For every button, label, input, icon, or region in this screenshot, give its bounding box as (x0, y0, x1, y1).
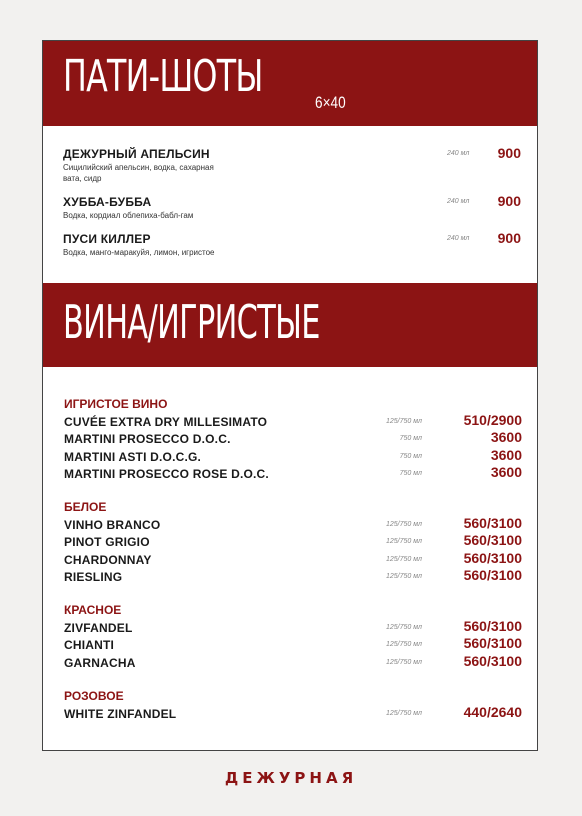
wine-volume: 750 мл (399, 470, 422, 478)
wine-price: 3600 (490, 446, 522, 463)
menu-item (63, 147, 523, 184)
list-item (64, 636, 524, 653)
wine-section-rose (64, 688, 524, 722)
wine-price: 560/3100 (463, 532, 522, 549)
party-shots-suffix: 6×40 (315, 93, 346, 112)
item-description: Водка, кордиал облепиха-бабл-гам (63, 211, 194, 220)
item-price: 900 (497, 193, 521, 209)
menu-item (63, 195, 523, 221)
wine-section-red (64, 602, 524, 671)
item-name: ПУСИ КИЛЛЕР (63, 232, 151, 246)
list-item (64, 619, 524, 636)
wine-price: 560/3100 (463, 549, 522, 566)
wine-name: CHARDONNAY (64, 552, 152, 567)
wine-price: 440/2640 (463, 704, 522, 720)
item-description: Водка, манго-маракуйя, лимон, игристое (63, 248, 215, 257)
wine-volume: 125/750 мл (386, 538, 422, 546)
party-shots-title: ПАТИ-ШОТЫ (63, 51, 263, 102)
wine-name: CUVÉE EXTRA DRY MILLESIMATO (64, 415, 268, 429)
wine-price: 560/3100 (463, 652, 522, 669)
list-item (64, 551, 524, 568)
item-volume: 240 мл (447, 198, 470, 205)
menu-card (42, 40, 538, 751)
item-volume: 240 мл (447, 235, 470, 242)
wine-volume: 125/750 мл (386, 710, 422, 717)
item-name: ХУББА-БУББА (63, 195, 152, 209)
wine-price: 3600 (490, 429, 522, 446)
list-item (64, 533, 524, 550)
wine-volume: 750 мл (399, 452, 422, 460)
wine-price: 560/3100 (463, 515, 522, 531)
item-price: 900 (497, 230, 521, 246)
list-item (64, 430, 524, 447)
brand-logo: ДЕЖУРНАЯ (224, 769, 358, 787)
wine-volume: 125/750 мл (386, 418, 422, 425)
wine-volume: 125/750 мл (386, 555, 422, 563)
section-title: КРАСНОЕ (64, 603, 122, 617)
wine-name: ZIVFANDEL (64, 621, 133, 635)
wines-title: ВИНА/ИГРИСТЫЕ (63, 295, 320, 349)
section-title: БЕЛОЕ (64, 500, 107, 514)
wine-volume: 750 мл (399, 435, 422, 443)
item-name: ДЕЖУРНЫЙ АПЕЛЬСИН (63, 147, 210, 161)
wine-name: MARTINI ASTI D.O.C.G. (64, 449, 202, 464)
wine-name: MARTINI PROSECCO ROSE D.O.C. (64, 467, 269, 482)
item-description: Сицилийский апельсин, водка, сахарная вата, сидр (63, 163, 214, 183)
wine-volume: 125/750 мл (386, 641, 422, 649)
item-price: 900 (497, 145, 521, 161)
wine-section-sparkling (64, 396, 524, 483)
wine-name: RIESLING (64, 570, 123, 585)
wine-price: 510/2900 (463, 412, 522, 428)
list-item (64, 448, 524, 465)
party-shots-header (43, 41, 537, 126)
wine-name: WHITE ZINFANDEL (64, 707, 177, 721)
wine-volume: 125/750 мл (386, 658, 422, 666)
wine-section-white (64, 499, 524, 586)
wine-price: 560/3100 (463, 567, 522, 584)
wines-header (43, 283, 537, 367)
wine-name: MARTINI PROSECCO D.O.C. (64, 432, 231, 447)
list-item (64, 705, 524, 722)
menu-item (63, 232, 523, 258)
wine-name: VINHO BRANCO (64, 518, 161, 532)
list-item (64, 413, 524, 430)
wine-name: GARNACHA (64, 655, 136, 670)
list-item (64, 568, 524, 585)
wine-price: 560/3100 (463, 618, 522, 634)
section-title: ИГРИСТОЕ ВИНО (64, 397, 168, 411)
list-item (64, 465, 524, 482)
list-item (64, 516, 524, 533)
list-item (64, 654, 524, 671)
wine-volume: 125/750 мл (386, 624, 422, 631)
wine-price: 3600 (490, 464, 522, 481)
wine-name: CHIANTI (64, 638, 115, 653)
wine-volume: 125/750 мл (386, 521, 422, 528)
wine-volume: 125/750 мл (386, 573, 422, 581)
section-title: РОЗОВОЕ (64, 689, 124, 703)
wine-price: 560/3100 (463, 635, 522, 652)
item-volume: 240 мл (447, 150, 470, 157)
wine-name: PINOT GRIGIO (64, 535, 150, 550)
